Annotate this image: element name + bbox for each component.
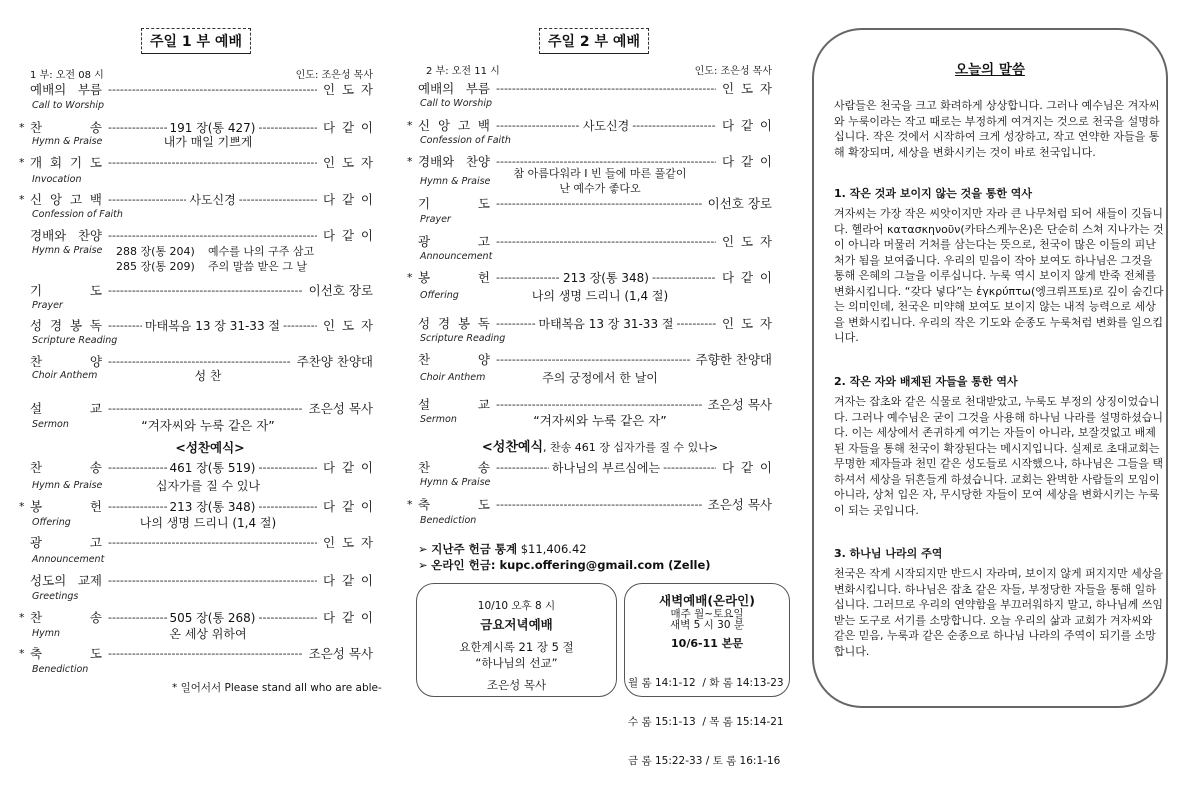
order-english: Hymn & Praise bbox=[32, 136, 103, 147]
order-detail: 마태복음 13 장 31-33 절 bbox=[538, 316, 674, 331]
friday-title: 금요저녁예배 bbox=[480, 617, 553, 632]
message-intro: 사람들은 천국을 크고 화려하게 상상합니다. 그러나 예수님은 겨자씨와 누룩이라는 작고 때로는 부정하게 여겨지는 것으로 천국을 설명하십니다. 작은 것에서 시작하여 크게 성장하고, 작고 연약한 자들을 통해 확장되며, 세상을 변화시키는 것이 바로 천국입니다. bbox=[834, 99, 1160, 159]
order-leader: 조은성 목사 bbox=[308, 401, 373, 416]
order-leader: 다 같 이 bbox=[323, 573, 373, 588]
dash-leader bbox=[239, 193, 317, 206]
service2-info bbox=[426, 62, 772, 77]
order-row bbox=[19, 609, 373, 625]
order-english: Sermon bbox=[32, 419, 69, 430]
service1-info bbox=[30, 66, 373, 81]
order-detail: 461 장(통 519) bbox=[169, 460, 256, 475]
online-offering-text: 온라인 헌금: kupc.offering@gmail.com (Zelle) bbox=[431, 558, 711, 572]
dawn-reading: 수 롬 15:1-13 / 목 롬 15:14-21 bbox=[628, 716, 784, 728]
hymn-number: 285 장(통 209) bbox=[116, 260, 195, 273]
order-leader: 인 도 자 bbox=[722, 316, 773, 331]
order-label: 기 도 bbox=[30, 283, 102, 298]
stand-marker: * bbox=[19, 610, 25, 624]
dash-leader bbox=[496, 119, 580, 132]
friday-datetime: 10/10 오후 8 시 bbox=[477, 600, 556, 612]
order-leader: 인 도 자 bbox=[323, 535, 373, 550]
order-leader: 다 같 이 bbox=[323, 610, 373, 625]
order-label: 찬 송 bbox=[418, 460, 490, 475]
order-leader: 인 도 자 bbox=[722, 234, 772, 249]
order-leader: 다 같 이 bbox=[323, 120, 373, 135]
dash-leader bbox=[283, 319, 317, 332]
order-english: Hymn & Praise bbox=[420, 477, 491, 488]
dash-leader bbox=[108, 647, 303, 660]
order-row bbox=[418, 459, 772, 475]
order-note: “겨자씨와 누룩 같은 자” bbox=[533, 413, 667, 428]
dash-leader bbox=[108, 319, 142, 332]
stand-marker: * bbox=[19, 646, 25, 660]
hymn-title: 주의 말씀 받은 그 날 bbox=[208, 260, 307, 273]
order-label: 봉 헌 bbox=[418, 270, 490, 285]
dawn-reading: 월 롬 14:1-12 / 화 롬 14:13-23 bbox=[628, 677, 784, 689]
dawn-title: 새벽예배(온라인) bbox=[659, 593, 755, 608]
order-row bbox=[407, 269, 772, 285]
order-row bbox=[30, 459, 373, 475]
order-note: 나의 생명 드리니 (1,4 절) bbox=[139, 516, 277, 530]
order-leader: 다 같 이 bbox=[323, 460, 373, 475]
section-heading: 1. 작은 것과 보이지 않는 것을 통한 역사 bbox=[834, 187, 1033, 200]
friday-service-box bbox=[416, 583, 617, 697]
order-row bbox=[418, 315, 772, 331]
stand-footnote: * 일어서서 Please stand all who are able- bbox=[172, 682, 382, 694]
order-note: 난 예수가 좋다오 bbox=[559, 182, 641, 195]
order-label: 성 경 봉 독 bbox=[30, 318, 102, 333]
order-row bbox=[418, 233, 772, 249]
order-label: 기 도 bbox=[418, 196, 490, 211]
dash-leader bbox=[108, 500, 167, 513]
order-english: Prayer bbox=[420, 214, 451, 225]
order-note: 내가 매일 기쁘게 bbox=[163, 135, 253, 149]
dash-leader bbox=[259, 461, 318, 474]
order-english: Offering bbox=[32, 517, 71, 528]
order-label: 찬 송 bbox=[30, 610, 102, 625]
dash-leader bbox=[259, 611, 318, 624]
dawn-reading: 금 롬 15:22-33 / 토 롬 16:1-16 bbox=[628, 755, 781, 767]
order-label: 신 앙 고 백 bbox=[30, 192, 102, 207]
order-row bbox=[30, 81, 373, 97]
stand-marker: * bbox=[407, 497, 413, 511]
service1-communion: <성찬예식> bbox=[175, 440, 245, 455]
order-detail: 213 장(통 348) bbox=[169, 499, 256, 514]
order-row bbox=[30, 534, 373, 550]
message-title: 오늘의 말씀 bbox=[955, 62, 1025, 78]
communion-bold: <성찬예식 bbox=[481, 440, 544, 455]
dash-leader bbox=[108, 461, 167, 474]
order-label: 광 고 bbox=[30, 535, 102, 550]
order-leader: 다 같 이 bbox=[722, 270, 772, 285]
order-row bbox=[30, 400, 373, 416]
order-note: 십자가를 질 수 있나 bbox=[155, 479, 261, 493]
stand-marker: * bbox=[19, 120, 25, 134]
order-row bbox=[30, 227, 373, 243]
order-english: Benediction bbox=[32, 664, 89, 675]
order-leader: 다 같 이 bbox=[722, 118, 772, 133]
order-leader: 주찬양 찬양대 bbox=[296, 354, 373, 369]
online-offering bbox=[418, 557, 711, 573]
dawn-time: 새벽 5 시 30 분 bbox=[670, 619, 744, 631]
order-leader: 조은성 목사 bbox=[707, 497, 772, 512]
service1-title: 주일 1 부 예배 bbox=[141, 28, 251, 54]
order-label: 예배의 부름 bbox=[30, 82, 102, 97]
order-label: 봉 헌 bbox=[30, 499, 102, 514]
friday-scripture: 요한계시록 21 장 5 절 bbox=[459, 640, 574, 654]
order-label: 광 고 bbox=[418, 234, 490, 249]
offering-stats-label: 지난주 헌금 통계 bbox=[431, 542, 518, 556]
order-english: Prayer bbox=[32, 300, 63, 311]
stand-marker: * bbox=[407, 270, 413, 284]
order-leader: 조은성 목사 bbox=[308, 646, 373, 661]
dash-leader bbox=[496, 235, 716, 248]
order-english: Call to Worship bbox=[420, 98, 493, 109]
dash-leader bbox=[496, 197, 702, 210]
message-panel bbox=[812, 28, 1168, 708]
order-row bbox=[19, 154, 373, 170]
order-row bbox=[407, 117, 772, 133]
order-label: 찬 양 bbox=[418, 352, 490, 367]
order-english: Confession of Faith bbox=[420, 135, 511, 146]
order-label: 성도의 교제 bbox=[30, 573, 102, 588]
order-row bbox=[418, 351, 772, 367]
order-label: 찬 양 bbox=[30, 354, 102, 369]
offering-stats bbox=[418, 541, 587, 557]
order-note: 주의 궁정에서 한 날이 bbox=[542, 371, 658, 385]
order-label: 경배와 찬양 bbox=[418, 154, 490, 169]
order-label: 경배와 찬양 bbox=[30, 228, 102, 243]
order-english: Hymn & Praise bbox=[420, 176, 491, 187]
dash-leader bbox=[632, 119, 716, 132]
dash-leader bbox=[108, 536, 317, 549]
order-row bbox=[30, 317, 373, 333]
order-detail: 213 장(통 348) bbox=[563, 270, 649, 285]
order-leader: 조은성 목사 bbox=[707, 397, 772, 412]
order-english: Greetings bbox=[32, 591, 79, 602]
service2-time: 2 부: 오전 11 시 bbox=[426, 66, 500, 77]
order-row bbox=[418, 80, 772, 96]
order-label: 신 앙 고 백 bbox=[418, 118, 490, 133]
order-leader: 인 도 자 bbox=[323, 318, 374, 333]
dash-leader bbox=[108, 229, 317, 242]
stand-marker: * bbox=[19, 499, 25, 513]
order-label: 개 회 기 도 bbox=[30, 155, 102, 170]
dash-leader bbox=[108, 355, 291, 368]
order-detail: 505 장(통 268) bbox=[169, 610, 256, 625]
service1-time: 1 부: 오전 08 시 bbox=[30, 70, 104, 81]
stand-marker: * bbox=[407, 118, 413, 132]
order-row bbox=[30, 572, 373, 588]
dash-leader bbox=[108, 284, 303, 297]
order-english: Choir Anthem bbox=[420, 372, 486, 383]
dash-leader bbox=[496, 353, 690, 366]
dash-leader bbox=[496, 82, 716, 95]
order-leader: 인 도 자 bbox=[323, 155, 373, 170]
section-body: 겨자씨는 가장 작은 씨앗이지만 자라 큰 나무처럼 되어 새들이 깃듭니다. 헬라어 κατασκηνοῦν(카타스케누온)은 단순히 스쳐 지나가는 것이 아니라 머물러 거처를 삼는다는 뜻으로, 천국이 많은 이들의 피난처가 됨을 보여줍니다. 우리의 믿음이 작아 보여도 하나님은 그것을 통해 은혜의 그늘을 이루십니다. 누룩 역시 보이지 않게 반죽 전체를 변화시킵니다. “갖다 넣다”는 ἐγκρύπτω(엥크뤼프토)로 깊이 숨긴다는 의미인데, 천국은 미약해 보여도 보이지 않는 내적 능력으로 세상을 변화시킵니다. 우리의 작은 기도와 순종도 누룩처럼 변화를 일으킵니다. bbox=[834, 207, 1164, 344]
order-english: Sermon bbox=[420, 414, 457, 425]
order-leader: 주향한 찬양대 bbox=[695, 352, 772, 367]
friday-sermon: “하나님의 선교” bbox=[475, 656, 558, 670]
dash-leader bbox=[259, 500, 318, 513]
order-english: Hymn & Praise bbox=[32, 480, 103, 491]
section-body: 천국은 작게 시작되지만 반드시 자라며, 보이지 않게 퍼지지만 세상을 변화시킵니다. 하나님은 잡초 같은 자들, 부정당한 자들을 통해 일하십니다. 그러므로 우리의 연약함을 부끄러워하지 말고, 하나님께 쓰임받는 도구로 서기를 소망합니다. 오늘 우리의 삶과 교회가 겨자씨와 같은 믿음, 누룩과 같은 순종으로 하나님 나라의 주역이 되기를 소망합니다. bbox=[834, 567, 1163, 658]
order-english: Choir Anthem bbox=[32, 370, 98, 381]
order-leader: 인 도 자 bbox=[323, 82, 373, 97]
dash-leader bbox=[108, 121, 167, 134]
dash-leader bbox=[108, 611, 167, 624]
order-leader: 다 같 이 bbox=[323, 228, 373, 243]
order-leader: 다 같 이 bbox=[722, 460, 772, 475]
offering-stats-value: $11,406.42 bbox=[520, 542, 587, 556]
order-note: “겨자씨와 누룩 같은 자” bbox=[141, 418, 275, 433]
dash-leader bbox=[663, 461, 716, 474]
section-heading: 2. 작은 자와 배제된 자들을 통한 역사 bbox=[834, 375, 1018, 388]
bullet-icon: ➢ bbox=[418, 542, 428, 556]
order-english: Confession of Faith bbox=[32, 209, 123, 220]
dash-leader bbox=[652, 271, 716, 284]
order-label: 예배의 부름 bbox=[418, 81, 490, 96]
dawn-service-box bbox=[624, 583, 790, 767]
hymn-number: 288 장(통 204) bbox=[116, 245, 195, 258]
section-heading: 3. 하나님 나라의 주역 bbox=[834, 547, 943, 560]
order-label: 축 도 bbox=[30, 646, 102, 661]
order-english: Call to Worship bbox=[32, 100, 105, 111]
order-row bbox=[30, 282, 373, 298]
service2-leader: 인도: 조은성 목사 bbox=[694, 66, 772, 77]
order-english: Scripture Reading bbox=[32, 335, 118, 346]
order-english: Scripture Reading bbox=[420, 333, 506, 344]
order-label: 설 교 bbox=[30, 401, 102, 416]
stand-marker: * bbox=[407, 154, 413, 168]
order-row bbox=[19, 645, 373, 661]
dash-leader bbox=[108, 402, 303, 415]
order-detail: 사도신경 bbox=[189, 192, 236, 207]
dawn-reading-title: 10/6-11 본문 bbox=[671, 637, 743, 650]
section-body: 겨자는 잡초와 같은 식물로 천대받았고, 누룩도 부정의 상징이었습니다. 그러나 예수님은 굳이 그것을 사용해 하나님 나라를 설명하셨습니다. 이는 세상에서 존귀하게 여기는 자들이 아니라, 보잘것없고 배제된 자들을 통해 천국이 확장된다는 메시지입니다. 실제로 초대교회는 무명한 제자들과 천민 같은 성도들로 시작했으나, 하나님은 그들을 택하셔서 세상을 뒤흔들게 하셨습니다. 교회는 완벽한 사람들의 모임이 아니라, 상처 입은 자, 무시당한 자들이 모여 세상을 변화시키는 누룩이 되는 곳입니다. bbox=[834, 395, 1163, 517]
dash-leader bbox=[676, 317, 716, 330]
order-english: Invocation bbox=[32, 174, 82, 185]
order-note: 참 아름다워라 I 빈 들에 마른 풀같이 bbox=[513, 167, 687, 180]
dash-leader bbox=[496, 461, 549, 474]
service2-communion bbox=[470, 436, 730, 455]
order-note: 성 찬 bbox=[194, 369, 222, 383]
dash-leader bbox=[108, 193, 186, 206]
dawn-schedule: 매주 월~토요일 bbox=[670, 608, 744, 620]
order-label: 성 경 봉 독 bbox=[418, 316, 490, 331]
order-note: 온 세상 위하여 bbox=[169, 627, 247, 641]
communion-rest: , 찬송 461 장 십자가를 질 수 있나> bbox=[543, 441, 719, 454]
bullet-icon: ➢ bbox=[418, 558, 428, 572]
order-detail: 191 장(통 427) bbox=[169, 120, 256, 135]
stand-marker: * bbox=[19, 192, 25, 206]
dash-leader bbox=[108, 574, 317, 587]
order-english: Hymn & Praise bbox=[32, 245, 103, 256]
order-english: Hymn bbox=[32, 628, 61, 639]
order-detail: 마태복음 13 장 31-33 절 bbox=[145, 318, 280, 333]
order-leader: 다 같 이 bbox=[323, 192, 373, 207]
order-row bbox=[19, 498, 373, 514]
order-leader: 인 도 자 bbox=[722, 81, 772, 96]
order-english: Benediction bbox=[420, 515, 477, 526]
stand-marker: * bbox=[19, 155, 25, 169]
order-detail: 사도신경 bbox=[582, 118, 630, 133]
dash-leader bbox=[108, 83, 317, 96]
order-leader: 다 같 이 bbox=[722, 154, 772, 169]
friday-preacher: 조은성 목사 bbox=[486, 678, 547, 692]
dash-leader bbox=[496, 398, 702, 411]
order-row bbox=[19, 191, 373, 207]
dash-leader bbox=[108, 156, 317, 169]
order-note: 나의 생명 드리니 (1,4 절) bbox=[531, 289, 669, 303]
dash-leader bbox=[496, 317, 536, 330]
order-label: 찬 송 bbox=[30, 120, 102, 135]
service1-leader: 인도: 조은성 목사 bbox=[295, 70, 373, 81]
order-label: 설 교 bbox=[418, 397, 490, 412]
order-leader: 이선호 장로 bbox=[308, 283, 373, 298]
order-row bbox=[418, 195, 772, 211]
order-english: Offering bbox=[420, 290, 459, 301]
service2-title: 주일 2 부 예배 bbox=[539, 28, 649, 54]
order-row bbox=[418, 396, 772, 412]
hymn-title: 예수를 나의 구주 삼고 bbox=[208, 245, 315, 258]
dash-leader bbox=[496, 271, 560, 284]
dash-leader bbox=[496, 498, 702, 511]
dash-leader bbox=[259, 121, 318, 134]
order-label: 축 도 bbox=[418, 497, 490, 512]
order-row bbox=[407, 496, 772, 512]
order-leader: 이선호 장로 bbox=[707, 196, 772, 211]
order-leader: 다 같 이 bbox=[323, 499, 373, 514]
order-detail: 하나님의 부르심에는 bbox=[551, 460, 661, 475]
order-english: Announcement bbox=[420, 251, 493, 262]
order-english: Announcement bbox=[32, 554, 105, 565]
order-label: 찬 송 bbox=[30, 460, 102, 475]
